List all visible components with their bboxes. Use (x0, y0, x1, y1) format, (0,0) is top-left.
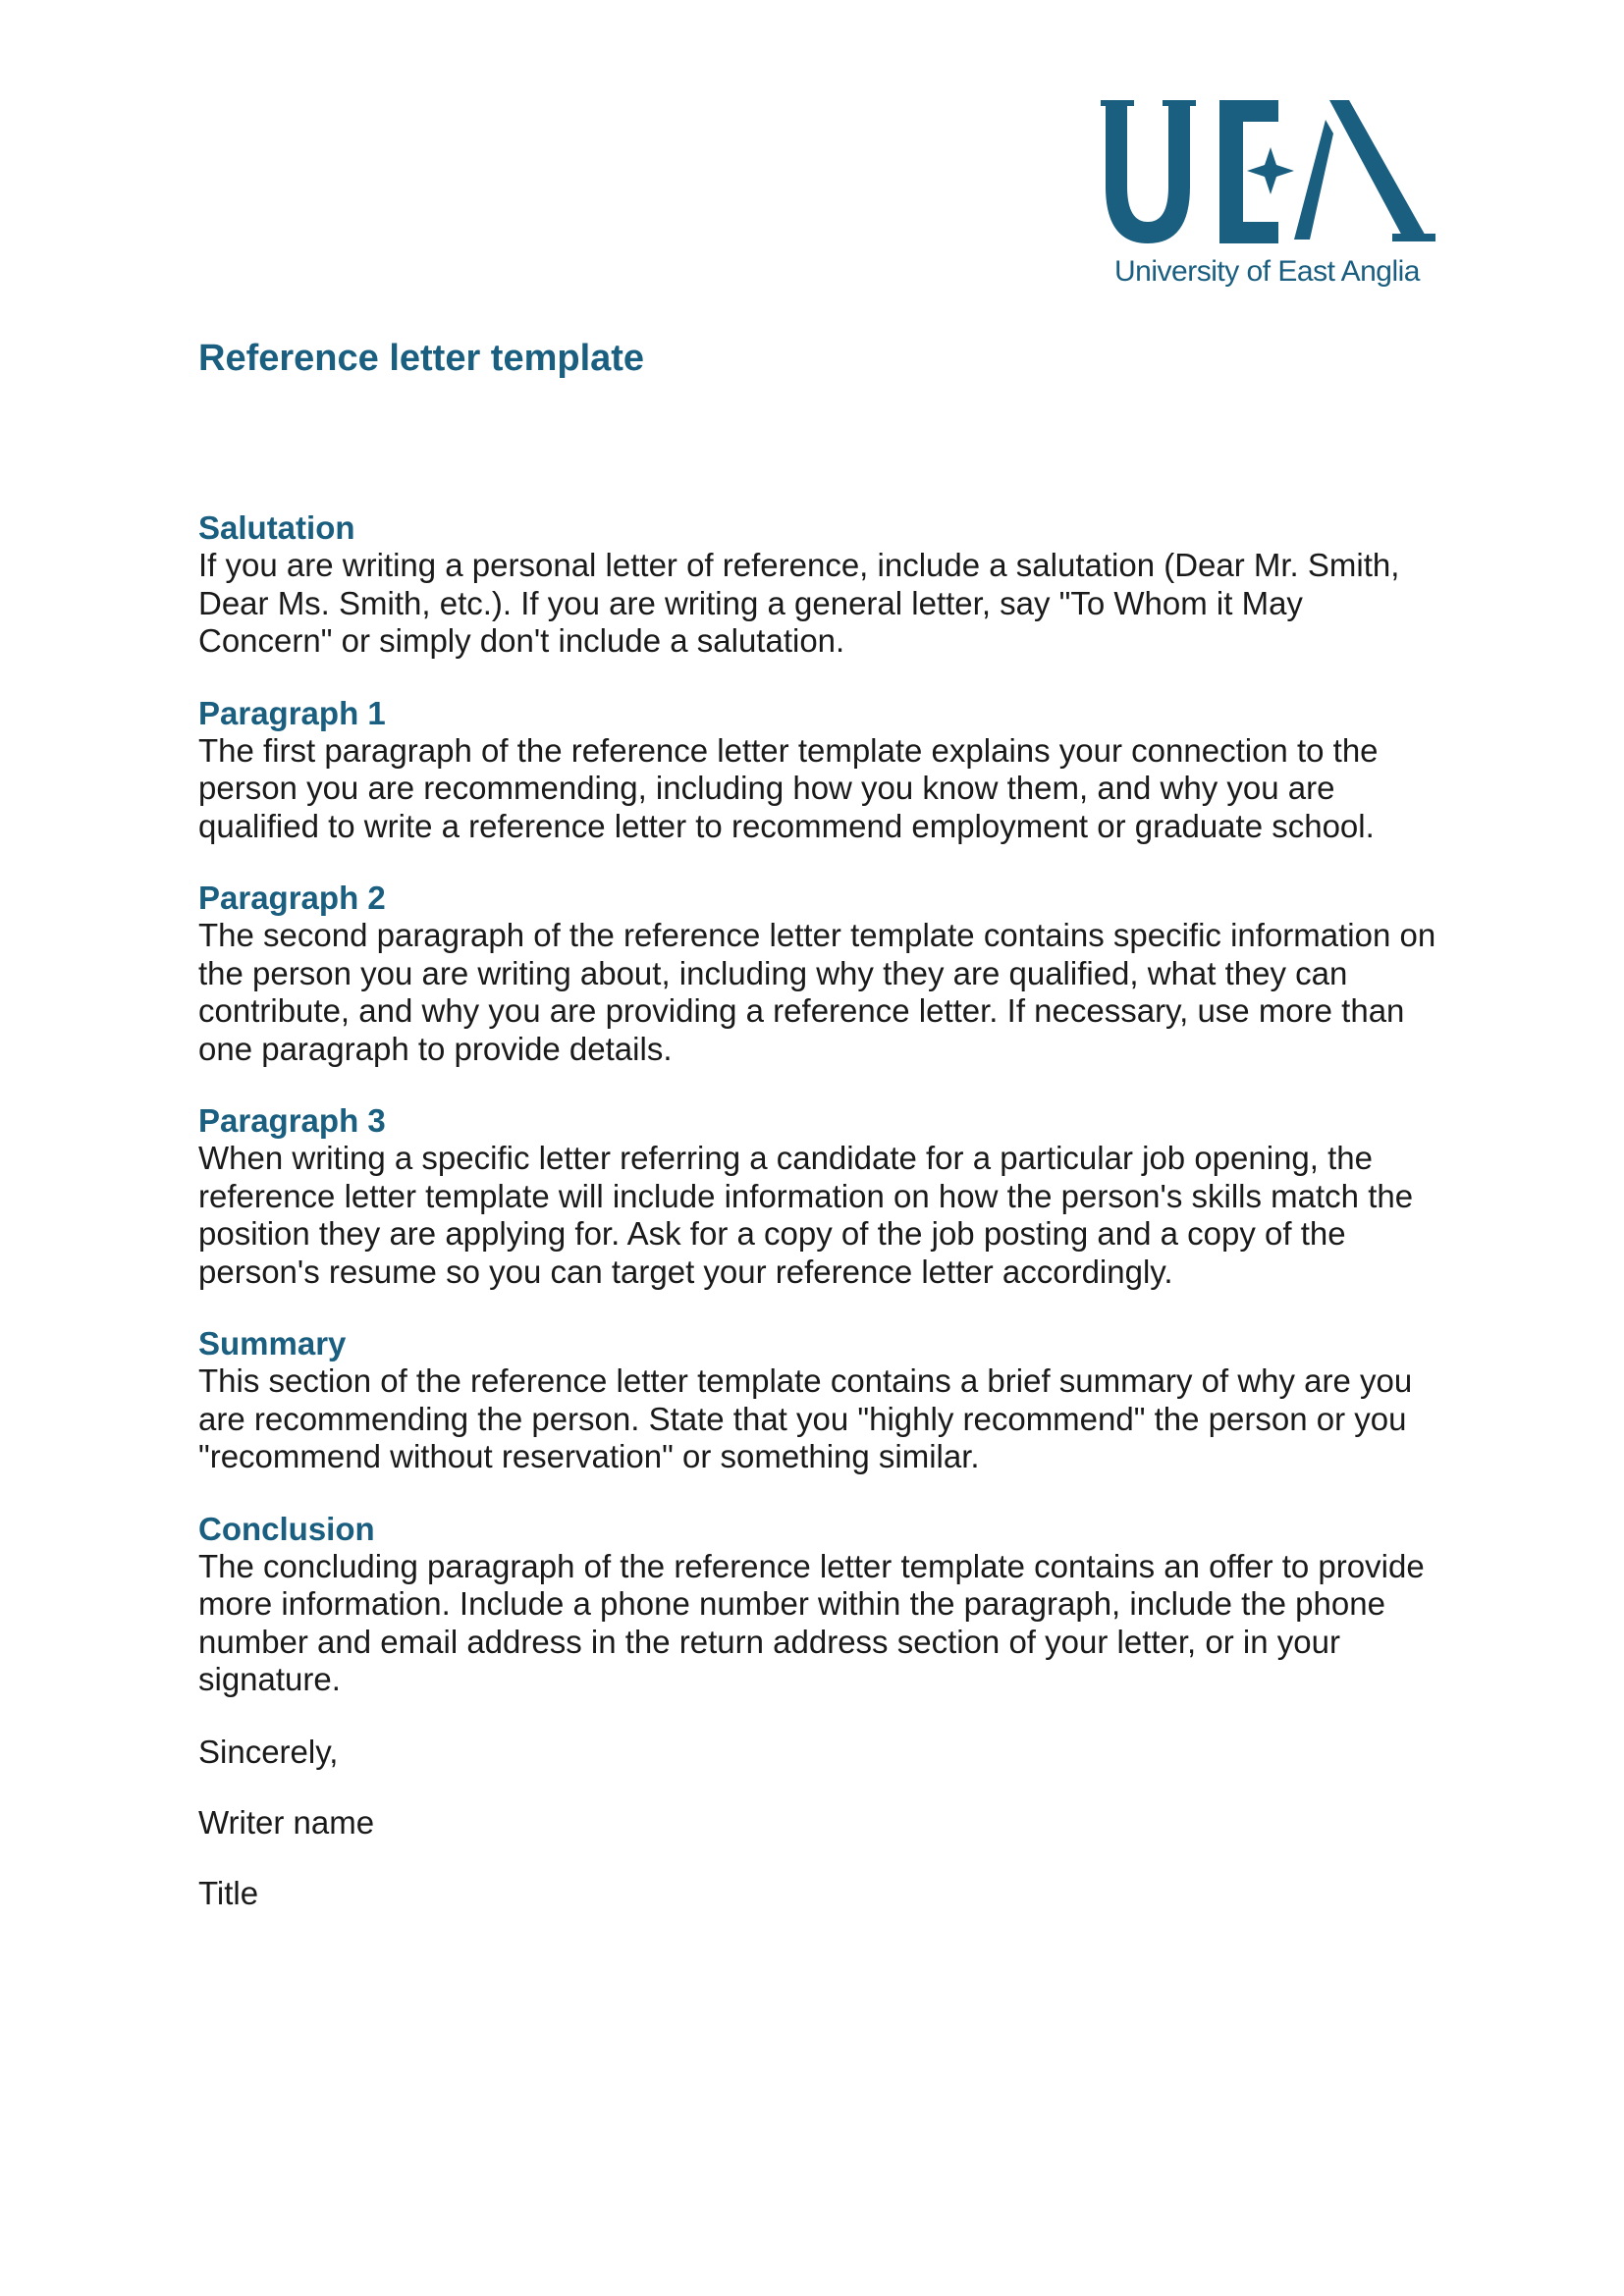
section-body: The concluding paragraph of the reference letter template contains an offer to provide more information. Include a phone number within the paragraph, include the phone number and email address in the return address section of your letter, or in your signature. (198, 1547, 1425, 1697)
uea-logo (1098, 94, 1441, 300)
page-title: Reference letter template (198, 338, 645, 379)
closing-signoff: Sincerely, (198, 1733, 339, 1770)
section-conclusion (198, 1511, 1445, 1699)
section-paragraph-3 (198, 1102, 1445, 1291)
section-heading: Conclusion (198, 1510, 375, 1547)
section-heading: Paragraph 3 (198, 1102, 386, 1139)
section-paragraph-1 (198, 695, 1445, 846)
section-body: The second paragraph of the reference letter template contains specific information on the person you are writing about, including why they are qualified, what they can contribute, and why you are providing a reference letter. If necessary, use more than one paragraph to provide details. (198, 917, 1436, 1067)
closing-title: Title (198, 1874, 259, 1911)
letter-closing (198, 1734, 1445, 1912)
closing-writer-name: Writer name (198, 1803, 375, 1841)
uea-logo-mark (1098, 94, 1441, 251)
section-salutation (198, 509, 1445, 661)
section-heading: Summary (198, 1325, 347, 1362)
letter-content (198, 329, 1445, 1946)
section-paragraph-2 (198, 880, 1445, 1068)
section-body: When writing a specific letter referring a candidate for a particular job opening, the reference letter template will include information on how the person's skills match the position they are applying for. Ask for a copy of the job posting and a copy of the person's resume so you can target your reference letter accordingly. (198, 1140, 1414, 1290)
section-body: If you are writing a personal letter of reference, include a salutation (Dear Mr. Smith, Dear Ms. Smith, etc.). If you are writing a general letter, say "To Whom it May Concern" or simply don't include a salutation. (198, 547, 1400, 659)
section-body: The first paragraph of the reference letter template explains your connection to the person you are recommending, including how you know them, and why you are qualified to write a reference letter to recommend employment or graduate school. (198, 731, 1379, 844)
section-heading: Salutation (198, 509, 355, 546)
uea-wordmark: University of East Anglia (1114, 255, 1420, 288)
section-body: This section of the reference letter template contains a brief summary of why are you are recommending the person. State that you "highly recommend" the person or you "recommend without reservation" or something similar. (198, 1362, 1413, 1474)
section-heading: Paragraph 1 (198, 694, 386, 731)
letter-sections (198, 509, 1445, 1699)
section-summary (198, 1325, 1445, 1476)
section-heading: Paragraph 2 (198, 880, 386, 916)
